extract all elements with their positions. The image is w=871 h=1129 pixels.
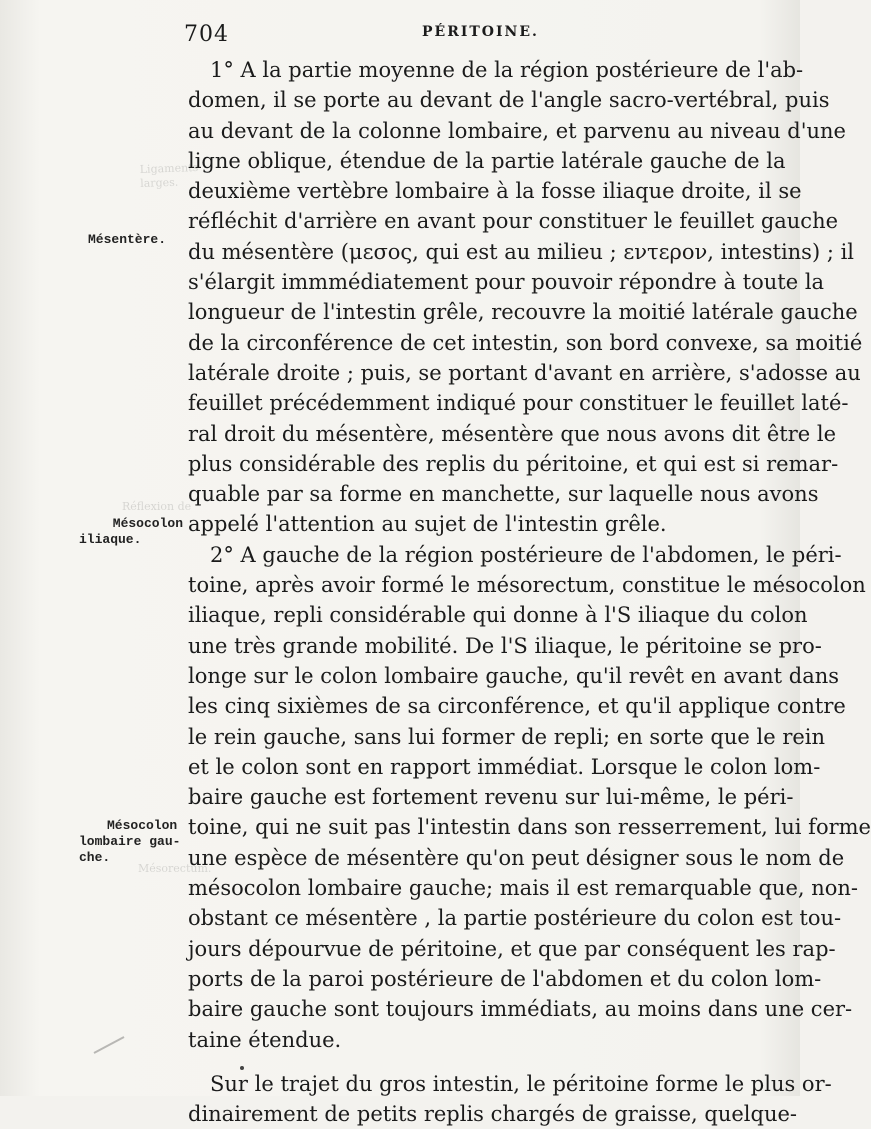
text-line: dinairement de petits replis chargés de graisse, quelque- [188,1102,797,1127]
page-number: 704 [184,22,229,47]
text-line: obstant ce mésentère , la partie postérieure du colon est tou- [188,906,842,931]
text-line: appelé l'attention au sujet de l'intestin grêle. [188,512,667,537]
text-line: quable par sa forme en manchette, sur laquelle nous avons [188,482,819,507]
text-line: le rein gauche, sans lui former de repli; en sorte que le rein [188,724,826,749]
text-line: et le colon sont en rapport immédiat. Lorsque le colon lom- [188,754,821,779]
text-line: s'élargit immmédiatement pour pouvoir répondre à toute la [188,270,825,295]
ink-smudge [94,1036,125,1054]
text-line: 2° A gauche de la région postérieure de l'abdomen, le péri- [210,542,842,567]
text-line: du mésentère (μεσος, qui est au milieu ; εντερον, intestins) ; il [188,239,855,264]
show-through-line: Ligaments [139,160,199,177]
text-line: réfléchit d'arrière en avant pour constituer le feuillet gauche [188,209,839,234]
margin-note-mesocolon-iliaque [79,516,183,548]
body-text [188,55,871,1129]
text-line: une très grande mobilité. De l'S iliaque, le péritoine se pro- [188,633,822,658]
text-line: une espèce de mésentère qu'on peut désigner sous le nom de [188,845,845,870]
text-line: mésocolon lombaire gauche; mais il est remarquable que, non- [188,876,859,901]
text-line: latérale droite ; puis, se portant d'avant en arrière, s'adosse au [188,360,861,385]
text-line: longe sur le colon lombaire gauche, qu'il revêt en avant dans [188,663,840,688]
text-line: ports de la paroi postérieure de l'abdomen et du colon lom- [188,966,822,991]
show-through-line: Réflexion de [122,500,192,513]
text-line: jours dépourvue de péritoine, et que par conséquent les rap- [188,936,836,961]
margin-note-mesentere: Mésentère. [88,232,167,247]
text-line: domen, il se porte au devant de l'angle sacro-vertébral, puis [188,88,830,113]
show-through-line: larges. [140,175,179,191]
text-line: deuxième vertèbre lombaire à la fosse iliaque droite, il se [188,179,802,204]
ink-dot [240,1066,244,1070]
text-line: feuillet précédemment indiqué pour constituer le feuillet laté- [188,391,849,416]
text-line: ral droit du mésentère, mésentère que nous avons dit être le [188,421,837,446]
text-line: plus considérable des replis du péritoine, et qui est si remar- [188,451,839,476]
margin-note-line: iliaque. [79,532,142,547]
paragraph-gap [188,1055,760,1069]
text-line: baire gauche sont toujours immédiats, au moins dans une cer- [188,997,853,1022]
text-line: toine, qui ne suit pas l'intestin dans son resserrement, lui forme [188,815,871,840]
text-line: au devant de la colonne lombaire, et parvenu au niveau d'une [188,118,846,143]
text-line: iliaque, repli considérable qui donne à l'S iliaque du colon [188,603,808,628]
show-through-line: Mésorectum. [138,862,212,875]
margin-note-mesocolon-lombaire [79,818,187,866]
margin-note-line: che. [79,850,111,865]
margin-note-line: Mésocolon [112,516,183,531]
text-line: Sur le trajet du gros intestin, le péritoine forme le plus or- [210,1071,832,1096]
text-line: ligne oblique, étendue de la partie latérale gauche de la [188,148,786,173]
margin-note-line: lombaire gau- [79,834,181,849]
text-line: 1° A la partie moyenne de la région postérieure de l'ab- [210,58,804,82]
margin-note-line: Mésocolon [107,818,178,833]
text-line: taine étendue. [188,1027,342,1052]
text-line: baire gauche est fortement revenu sur lui-même, le péri- [188,785,794,810]
text-line: longueur de l'intestin grêle, recouvre la moitié latérale gauche [188,300,858,325]
text-line: les cinq sixièmes de sa circonférence, et qu'il applique contre [188,694,846,719]
text-line: toine, après avoir formé le mésorectum, constitue le mésocolon [188,573,866,598]
running-head: PÉRITOINE. [422,24,539,40]
text-line: de la circonférence de cet intestin, son bord convexe, sa moitié [188,330,863,355]
show-through-note [122,500,191,514]
